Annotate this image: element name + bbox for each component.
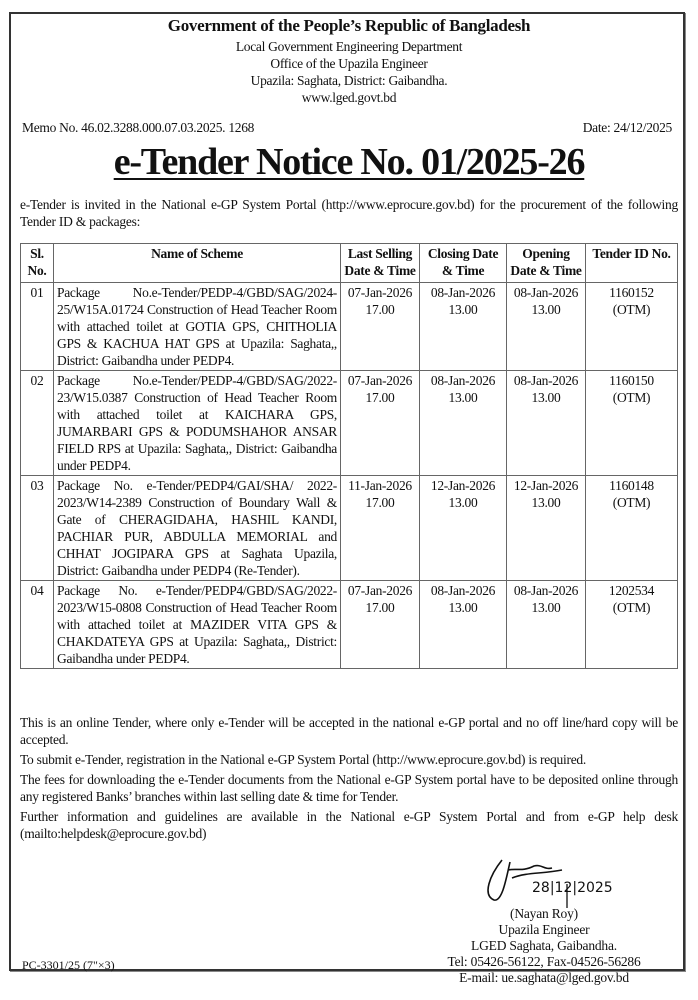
last-selling-date: 11-Jan-2026 <box>348 478 412 493</box>
serial-number: 03 <box>21 476 54 581</box>
closing-time: 13.00 <box>448 600 478 615</box>
signatory-office: LGED Saghata, Gaibandha. <box>471 938 617 953</box>
tender-method: (OTM) <box>612 390 651 405</box>
header-sl: Sl. No. <box>21 244 54 283</box>
opening-cell <box>507 283 586 371</box>
note-online: This is an online Tender, where only e-Tender will be accepted in the national e-GP portal and no off line/hard copy will be accepted. <box>20 715 678 747</box>
tender-id: 1202534 <box>608 583 655 598</box>
last-selling-cell <box>341 476 420 581</box>
opening-cell <box>507 371 586 476</box>
svg-text:28|12|2025: 28|12|2025 <box>532 880 613 896</box>
opening-time: 13.00 <box>531 390 561 405</box>
signatory-phone: Tel: 05426-56122, Fax-04526-56286 <box>447 954 641 969</box>
opening-date: 08-Jan-2026 <box>513 373 579 388</box>
scheme-name: Package No.e-Tender/PEDP-4/GBD/SAG/2022-23/W15.0387 Construction of Head Teacher Room with attached toilet at KAICHARA GPS, JUMARBARI GPS & PODUMSHAHOR ANSAR FIELD RPS at Upazila: Saghata,, District: Gaibandha under PEDP4. <box>54 371 341 476</box>
closing-time: 13.00 <box>448 495 478 510</box>
last-selling-date: 07-Jan-2026 <box>347 373 413 388</box>
closing-cell <box>420 283 507 371</box>
tender-method: (OTM) <box>612 302 651 317</box>
header-scheme: Name of Scheme <box>54 244 341 283</box>
scheme-name: Package No. e-Tender/PEDP4/GAI/SHA/ 2022-2023/W14-2389 Construction of Boundary Wall & Gate of CHERAGIDAHA, HASHIL KANDI, PACHIAR PUR, ABDULLA MEMORIAL and CHHAT JOGIPARA GPS at Saghata Upazila, District: Gaibandha under PEDP4 (Re-Tender). <box>54 476 341 581</box>
footer-code: PC-3301/25 (7"×3) <box>22 958 115 972</box>
opening-cell <box>507 476 586 581</box>
closing-cell <box>420 476 507 581</box>
serial-number: 02 <box>21 371 54 476</box>
office-name: Office of the Upazila Engineer <box>270 56 428 71</box>
notice-date: Date: 24/12/2025 <box>582 120 672 135</box>
table-row <box>21 581 678 669</box>
last-selling-time: 17.00 <box>365 390 395 405</box>
header-opening: Opening Date & Time <box>507 244 586 283</box>
closing-date: 08-Jan-2026 <box>430 583 496 598</box>
handwritten-signature <box>472 850 642 910</box>
opening-time: 13.00 <box>531 495 561 510</box>
opening-date: 08-Jan-2026 <box>513 583 579 598</box>
signatory-name: (Nayan Roy) <box>510 906 578 921</box>
header-last-selling: Last Selling Date & Time <box>341 244 420 283</box>
scheme-name: Package No.e-Tender/PEDP-4/GBD/SAG/2024-25/W15A.01724 Construction of Head Teacher Room with attached toilet at GOTIA GPS, CHITHOLIA GPS & KACHUA HAT GPS at Upazila: Saghata,, District: Gaibandha under PEDP4. <box>54 283 341 371</box>
last-selling-date: 07-Jan-2026 <box>347 285 413 300</box>
signatory-email: E-mail: ue.saghata@lged.gov.bd <box>459 970 629 985</box>
memo-number: Memo No. 46.02.3288.000.07.03.2025. 1268 <box>22 120 255 135</box>
serial-number: 04 <box>21 581 54 669</box>
opening-time: 13.00 <box>531 302 561 317</box>
tender-id: 1160148 <box>609 478 654 493</box>
tender-id: 1160152 <box>609 285 654 300</box>
header-closing: Closing Date & Time <box>420 244 507 283</box>
opening-date: 12-Jan-2026 <box>513 478 579 493</box>
signature-block <box>414 906 674 986</box>
tender-id-cell <box>586 283 678 371</box>
notice-title-text: e-Tender Notice No. 01/2025-26 <box>113 141 585 183</box>
opening-time: 13.00 <box>531 600 561 615</box>
closing-date: 08-Jan-2026 <box>430 285 496 300</box>
note-fees: The fees for downloading the e-Tender documents from the National e-GP System portal have to be deposited online through any registered Banks’ branches within last selling date & time for Tender. <box>20 772 678 804</box>
tender-id-cell <box>586 371 678 476</box>
opening-date: 08-Jan-2026 <box>513 285 579 300</box>
office-location: Upazila: Saghata, District: Gaibandha. <box>250 73 448 88</box>
signatory-designation: Upazila Engineer <box>498 922 590 937</box>
closing-date: 08-Jan-2026 <box>430 373 496 388</box>
tender-method: (OTM) <box>612 495 651 510</box>
closing-time: 13.00 <box>448 302 478 317</box>
department-name: Local Government Engineering Department <box>235 39 463 54</box>
opening-cell <box>507 581 586 669</box>
last-selling-cell <box>341 371 420 476</box>
tender-id-cell <box>586 581 678 669</box>
last-selling-time: 17.00 <box>365 495 395 510</box>
notice-title <box>0 140 698 184</box>
last-selling-cell <box>341 283 420 371</box>
note-registration: To submit e-Tender, registration in the National e-GP System Portal (http://www.eprocure.gov.bd) is required. <box>20 752 587 767</box>
table-row <box>21 476 678 581</box>
last-selling-cell <box>341 581 420 669</box>
tender-table <box>20 243 678 669</box>
tender-method: (OTM) <box>612 600 651 615</box>
notes <box>20 714 678 845</box>
table-row <box>21 283 678 371</box>
last-selling-time: 17.00 <box>365 302 395 317</box>
last-selling-date: 07-Jan-2026 <box>347 583 413 598</box>
closing-date: 12-Jan-2026 <box>430 478 496 493</box>
closing-time: 13.00 <box>448 390 478 405</box>
header-tender-id: Tender ID No. <box>586 244 678 283</box>
government-title: Government of the People’s Republic of Bangladesh <box>167 16 531 35</box>
intro-text: e-Tender is invited in the National e-GP System Portal (http://www.eprocure.gov.bd) for the procurement of the following Tender ID & packages: <box>20 197 678 229</box>
serial-number: 01 <box>21 283 54 371</box>
tender-id-cell <box>586 476 678 581</box>
closing-cell <box>420 581 507 669</box>
scheme-name: Package No. e-Tender/PEDP4/GBD/SAG/2022-2023/W15-0808 Construction of Head Teacher Room with attached toilet at MAZIDER VITA GPS & CHAKDATEYA GPS at Upazila: Saghata,, District: Gaibandha under PEDP4. <box>54 581 341 669</box>
last-selling-time: 17.00 <box>365 600 395 615</box>
table-header-row <box>21 244 678 283</box>
note-helpdesk: Further information and guidelines are available in the National e-GP System Portal and from e-GP help desk (mailto:helpdesk@eprocure.gov.bd) <box>20 809 678 841</box>
closing-cell <box>420 371 507 476</box>
table-row <box>21 371 678 476</box>
website: www.lged.govt.bd <box>301 90 397 105</box>
tender-id: 1160150 <box>609 373 654 388</box>
